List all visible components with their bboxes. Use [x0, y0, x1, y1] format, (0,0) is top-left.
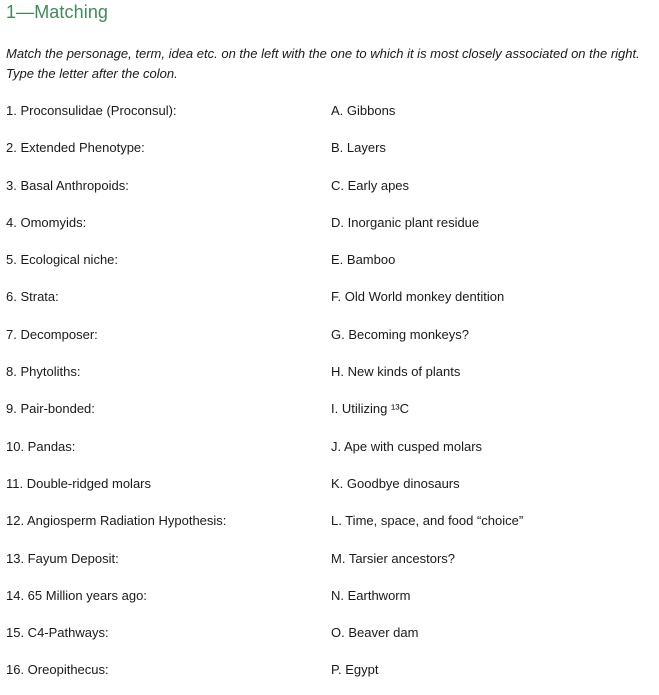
- matching-row: [0, 247, 659, 284]
- instructions-text: Match the personage, term, idea etc. on the left with the one to which it is most closely associated on the right. Type the letter after the colon.: [6, 46, 640, 81]
- right-item: P. Egypt: [331, 662, 379, 678]
- matching-row: [0, 583, 659, 620]
- left-item: 9. Pair-bonded:: [6, 401, 95, 417]
- left-item: 16. Oreopithecus:: [6, 662, 109, 678]
- right-item: D. Inorganic plant residue: [331, 214, 480, 230]
- right-item: I. Utilizing ¹³C: [331, 401, 410, 417]
- right-item: C. Early apes: [331, 177, 410, 193]
- left-item: 6. Strata:: [6, 289, 59, 305]
- matching-row: [0, 135, 659, 172]
- matching-row: [0, 173, 659, 210]
- left-item: 11. Double-ridged molars: [6, 475, 151, 491]
- matching-row: [0, 396, 659, 433]
- left-item: 1. Proconsulidae (Proconsul):: [6, 103, 177, 118]
- matching-row: [0, 657, 659, 694]
- matching-list: [0, 98, 659, 695]
- matching-row: [0, 359, 659, 396]
- right-item: J. Ape with cusped molars: [331, 438, 483, 454]
- right-item: E. Bamboo: [331, 252, 396, 268]
- left-item: 2. Extended Phenotype:: [6, 140, 145, 156]
- right-item: F. Old World monkey dentition: [331, 289, 505, 305]
- left-item: 10. Pandas:: [6, 438, 76, 454]
- matching-row: [0, 322, 659, 359]
- matching-row: [0, 284, 659, 321]
- right-item: G. Becoming monkeys?: [331, 326, 470, 342]
- right-item: A. Gibbons: [331, 103, 396, 118]
- matching-row: [0, 546, 659, 583]
- right-item: K. Goodbye dinosaurs: [331, 475, 460, 491]
- section-heading: 1—Matching: [6, 2, 109, 22]
- left-item: 4. Omomyids:: [6, 214, 87, 230]
- right-item: M. Tarsier ancestors?: [331, 550, 456, 566]
- matching-row: [0, 434, 659, 471]
- matching-row: [0, 471, 659, 508]
- right-item: O. Beaver dam: [331, 625, 419, 641]
- left-item: 8. Phytoliths:: [6, 364, 81, 380]
- matching-row: [0, 620, 659, 657]
- matching-row: [0, 98, 659, 135]
- matching-row: [0, 508, 659, 545]
- matching-row: [0, 210, 659, 247]
- left-item: 15. C4-Pathways:: [6, 625, 109, 641]
- left-item: 12. Angiosperm Radiation Hypothesis:: [6, 513, 227, 529]
- right-item: N. Earthworm: [331, 587, 411, 603]
- left-item: 14. 65 Million years ago:: [6, 587, 147, 603]
- left-item: 7. Decomposer:: [6, 326, 98, 342]
- left-item: 3. Basal Anthropoids:: [6, 177, 129, 193]
- left-item: 5. Ecological niche:: [6, 252, 119, 268]
- right-item: L. Time, space, and food “choice”: [331, 513, 524, 529]
- right-item: B. Layers: [331, 140, 386, 156]
- left-item: 13. Fayum Deposit:: [6, 550, 119, 566]
- right-item: H. New kinds of plants: [331, 364, 461, 380]
